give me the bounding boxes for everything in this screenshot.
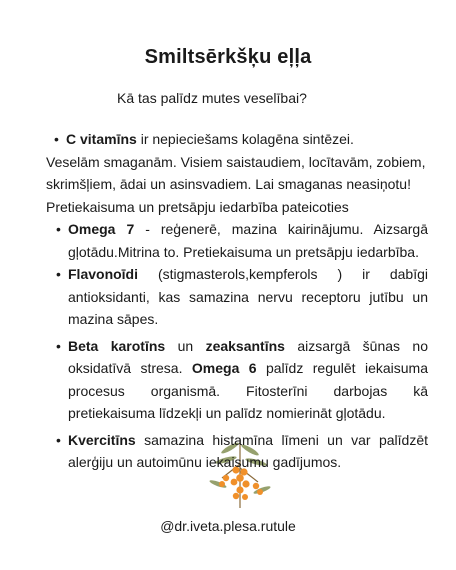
list-item-quercetin: • Kvercitīns samazina histamīna līmeni un var palīdzēt alerģiju un autoimūnu iekaisumu gadījumos. bbox=[46, 429, 428, 474]
term-beta-carotene: Beta karotīns bbox=[68, 337, 166, 354]
list-item-omega-7: • Omega 7 - reģenerē, mazina kairinājumu. Aizsargā gļotādu.Mitrina to. Pretiekaisuma un pretsāpju iedarbība. bbox=[46, 218, 428, 263]
term-omega-7: Omega 7 bbox=[68, 221, 135, 237]
term-quercetin: Kvercitīns bbox=[68, 431, 136, 448]
term-zeaxanthin: zeaksantīns bbox=[205, 337, 285, 354]
paragraph-gums: Veselām smaganām. Visiem saistaudiem, locītavām, zobiem, skrimšļiem, ādai un asinsvadiem. Lai smaganas neasiņotu! bbox=[46, 153, 426, 192]
term-c-vitamins: C vitamīns bbox=[66, 131, 137, 147]
article-body bbox=[46, 128, 428, 474]
page-subtitle: Kā tas palīdz mutes veselībai? bbox=[117, 90, 307, 106]
paragraph-anti-inflammatory: Pretiekaisuma un pretsāpju iedarbība pateicoties bbox=[46, 198, 349, 215]
page-title: Smiltsērkšķu eļļa bbox=[144, 46, 312, 68]
author-handle: @dr.iveta.plesa.rutule bbox=[160, 518, 296, 534]
list-item-beta-carotene: • Beta karotīns un zeaksantīns aizsargā šūnas no oksidatīvā stresa. Omega 6 palīdz regulēt iekaisuma procesus organismā. Fitosterīni darbojas kā pretiekaisuma līdzekļi un palīdz nomierināt gļotādu. bbox=[46, 335, 428, 425]
list-item-flavonoids: • Flavonoīdi (stigmasterols,kempferols ) ir dabīgi antioksidanti, kas samazina nervu receptoru jutību un mazina sāpes. bbox=[46, 263, 428, 331]
term-flavonoids: Flavonoīdi bbox=[68, 266, 138, 282]
term-omega-6: Omega 6 bbox=[191, 360, 257, 376]
list-item-c-vitamins: • C vitamīns ir nepieciešams kolagēna sintēzei. bbox=[46, 128, 428, 151]
